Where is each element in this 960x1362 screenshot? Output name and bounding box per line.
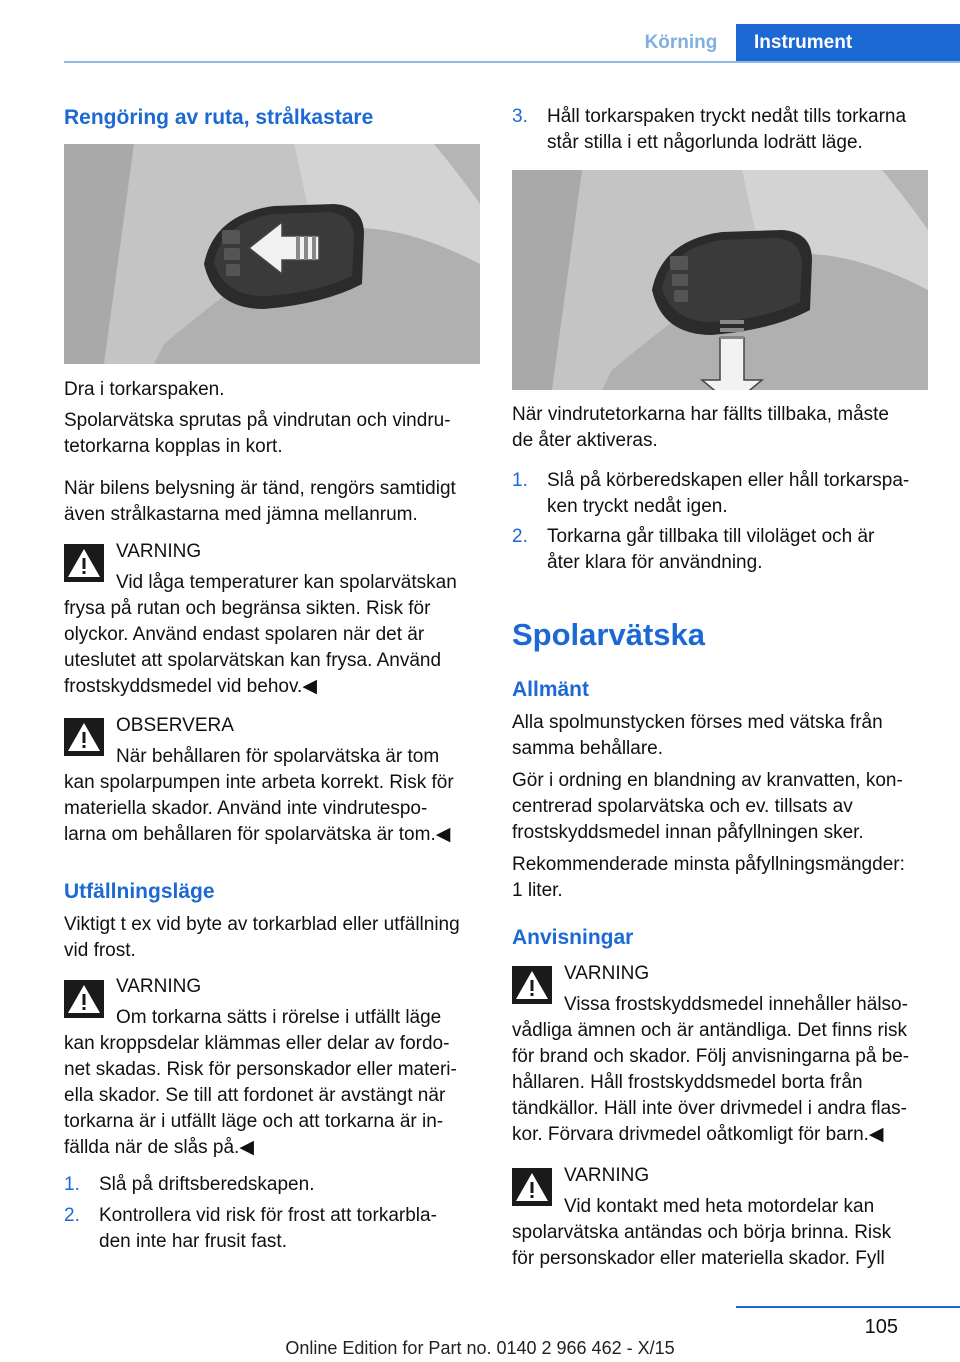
warning-text-line: för brand och skador. Följ anvisningarna på be‐ bbox=[512, 1046, 910, 1067]
wiper-lever-push-illustration bbox=[512, 170, 928, 390]
list-item-number: 3. bbox=[512, 106, 528, 127]
caution-triangle-icon bbox=[64, 718, 104, 758]
figure-wiper-lever-pull bbox=[64, 144, 480, 364]
paragraph-headlights-line1: När bilens belysning är tänd, rengörs samtidigt bbox=[64, 478, 456, 499]
heading-instructions: Anvisningar bbox=[512, 926, 634, 949]
warning-text-line: spolarvätska antändas och börja brinna. Risk bbox=[512, 1222, 892, 1243]
figure-wiper-lever-push-down bbox=[512, 170, 928, 390]
chapter-tab-korning[interactable]: Körning bbox=[644, 32, 718, 53]
list-item-text: Slå på driftsberedskapen. bbox=[99, 1174, 315, 1195]
list-item-text: åter klara för användning. bbox=[547, 552, 763, 573]
paragraph-mixture-line2: centrerad spolarvätska och ev. tillsats av bbox=[512, 796, 853, 817]
warning-text-line: olyckor. Använd endast spolaren när det är bbox=[64, 624, 425, 645]
notice-title: OBSERVERA bbox=[116, 715, 234, 736]
warning-title: VARNING bbox=[116, 541, 202, 562]
list-item-text: ken tryckt nedåt igen. bbox=[547, 496, 728, 517]
list-item-number: 2. bbox=[64, 1205, 80, 1226]
warning-triangle-icon bbox=[64, 980, 104, 1020]
list-item-text: den inte har frusit fast. bbox=[99, 1231, 287, 1252]
paragraph-washer-sprays-line1: Spolarvätska sprutas på vindrutan och vindru‐ bbox=[64, 410, 451, 431]
warning-text-line: för personskador eller materiella skador. Fyll bbox=[512, 1248, 885, 1269]
footer-rule bbox=[736, 1306, 960, 1308]
list-item-text: Håll torkarspaken tryckt nedåt tills torkarna bbox=[547, 106, 907, 127]
warning-text-line: Om torkarna sätts i rörelse i utfällt läge bbox=[116, 1007, 442, 1028]
paragraph-reactivate-line2: de åter aktiveras. bbox=[512, 430, 658, 451]
warning-text-line: frysa på rutan och begränsa sikten. Risk för bbox=[64, 598, 431, 619]
paragraph-min-fill-line1: Rekommenderade minsta påfyllningsmängder: bbox=[512, 854, 905, 875]
warning-title: VARNING bbox=[564, 963, 650, 984]
warning-text-line: fällda när de slås på.◀ bbox=[64, 1137, 254, 1158]
warning-triangle-icon bbox=[512, 966, 552, 1006]
heading-fold-out-position: Utfällningsläge bbox=[64, 880, 215, 903]
list-item-text: Slå på körberedskapen eller håll torkarspa‐ bbox=[547, 470, 910, 491]
chapter-tab-instrument[interactable]: Instrument bbox=[736, 24, 960, 62]
list-item-text: står stilla i ett någorlunda lodrätt läge. bbox=[547, 132, 863, 153]
paragraph-pull-lever: Dra i torkarspaken. bbox=[64, 379, 225, 400]
paragraph-reactivate-line1: När vindrutetorkarna har fällts tillbaka, måste bbox=[512, 404, 889, 425]
warning-text-line: hållaren. Håll frostskyddsmedel borta från bbox=[512, 1072, 863, 1093]
notice-text-line: kan spolarpumpen inte arbeta korrekt. Risk för bbox=[64, 772, 454, 793]
warning-text-line: kor. Förvara drivmedel oåtkomligt för barn.◀ bbox=[512, 1124, 884, 1145]
paragraph-nozzles-line1: Alla spolmunstycken förses med vätska från bbox=[512, 712, 883, 733]
warning-text-line: torkarna är i utfällt läge och att torkarna är in‐ bbox=[64, 1111, 444, 1132]
warning-text-line: uteslutet att spolarvätskan kan frysa. Använd bbox=[64, 650, 442, 671]
warning-title: VARNING bbox=[564, 1165, 650, 1186]
section-heading-washer-fluid: Spolarvätska bbox=[512, 617, 705, 652]
warning-text-line: Vid kontakt med heta motordelar kan bbox=[564, 1196, 875, 1217]
notice-text-line: När behållaren för spolarvätska är tom bbox=[116, 746, 440, 767]
heading-cleaning: Rengöring av ruta, strålkastare bbox=[64, 106, 374, 129]
notice-text-line: larna om behållaren för spolarvätska är tom.◀ bbox=[64, 824, 451, 845]
page-number: 105 bbox=[864, 1316, 898, 1338]
warning-text-line: net skadas. Risk för personskador eller materi‐ bbox=[64, 1059, 457, 1080]
warning-text-line: frostskyddsmedel vid behov.◀ bbox=[64, 676, 317, 697]
warning-triangle-icon bbox=[512, 1168, 552, 1208]
list-item-text: Torkarna går tillbaka till viloläget och är bbox=[547, 526, 875, 547]
list-item-number: 1. bbox=[512, 470, 528, 491]
paragraph-mixture-line3: frostskyddsmedel innan påfyllningen sker. bbox=[512, 822, 864, 843]
paragraph-washer-sprays-line2: tetorkarna kopplas in kort. bbox=[64, 436, 283, 457]
paragraph-mixture-line1: Gör i ordning en blandning av kranvatten, kon‐ bbox=[512, 770, 903, 791]
edition-footer: Online Edition for Part no. 0140 2 966 462 - X/15 bbox=[285, 1338, 675, 1358]
list-item-number: 1. bbox=[64, 1174, 80, 1195]
header-rule bbox=[64, 61, 960, 63]
paragraph-headlights-line2: även strålkastarna med jämna mellanrum. bbox=[64, 504, 418, 525]
paragraph-fold-out-line2: vid frost. bbox=[64, 940, 136, 961]
warning-text-line: ella skador. Se till att fordonet är avstängt när bbox=[64, 1085, 446, 1106]
warning-triangle-icon bbox=[64, 544, 104, 584]
list-item-text: Kontrollera vid risk för frost att torkarbla‐ bbox=[99, 1205, 437, 1226]
warning-text-line: vådliga ämnen och är antändliga. Det finns risk bbox=[512, 1020, 908, 1041]
warning-text-line: tändkällor. Häll inte över drivmedel i andra flas‐ bbox=[512, 1098, 907, 1119]
paragraph-min-fill-line2: 1 liter. bbox=[512, 880, 563, 901]
warning-text-line: kan kroppsdelar klämmas eller delar av fordo‐ bbox=[64, 1033, 450, 1054]
warning-text-line: Vid låga temperaturer kan spolarvätskan bbox=[116, 572, 457, 593]
paragraph-nozzles-line2: samma behållare. bbox=[512, 738, 664, 759]
warning-text-line: Vissa frostskyddsmedel innehåller hälso‐ bbox=[564, 994, 908, 1015]
notice-text-line: materiella skador. Använd inte vindrutespo‐ bbox=[64, 798, 428, 819]
wiper-lever-pull-illustration bbox=[64, 144, 480, 364]
heading-general: Allmänt bbox=[512, 678, 590, 701]
paragraph-fold-out-line1: Viktigt t ex vid byte av torkarblad eller utfällning bbox=[64, 914, 460, 935]
list-item-number: 2. bbox=[512, 526, 528, 547]
warning-title: VARNING bbox=[116, 976, 202, 997]
